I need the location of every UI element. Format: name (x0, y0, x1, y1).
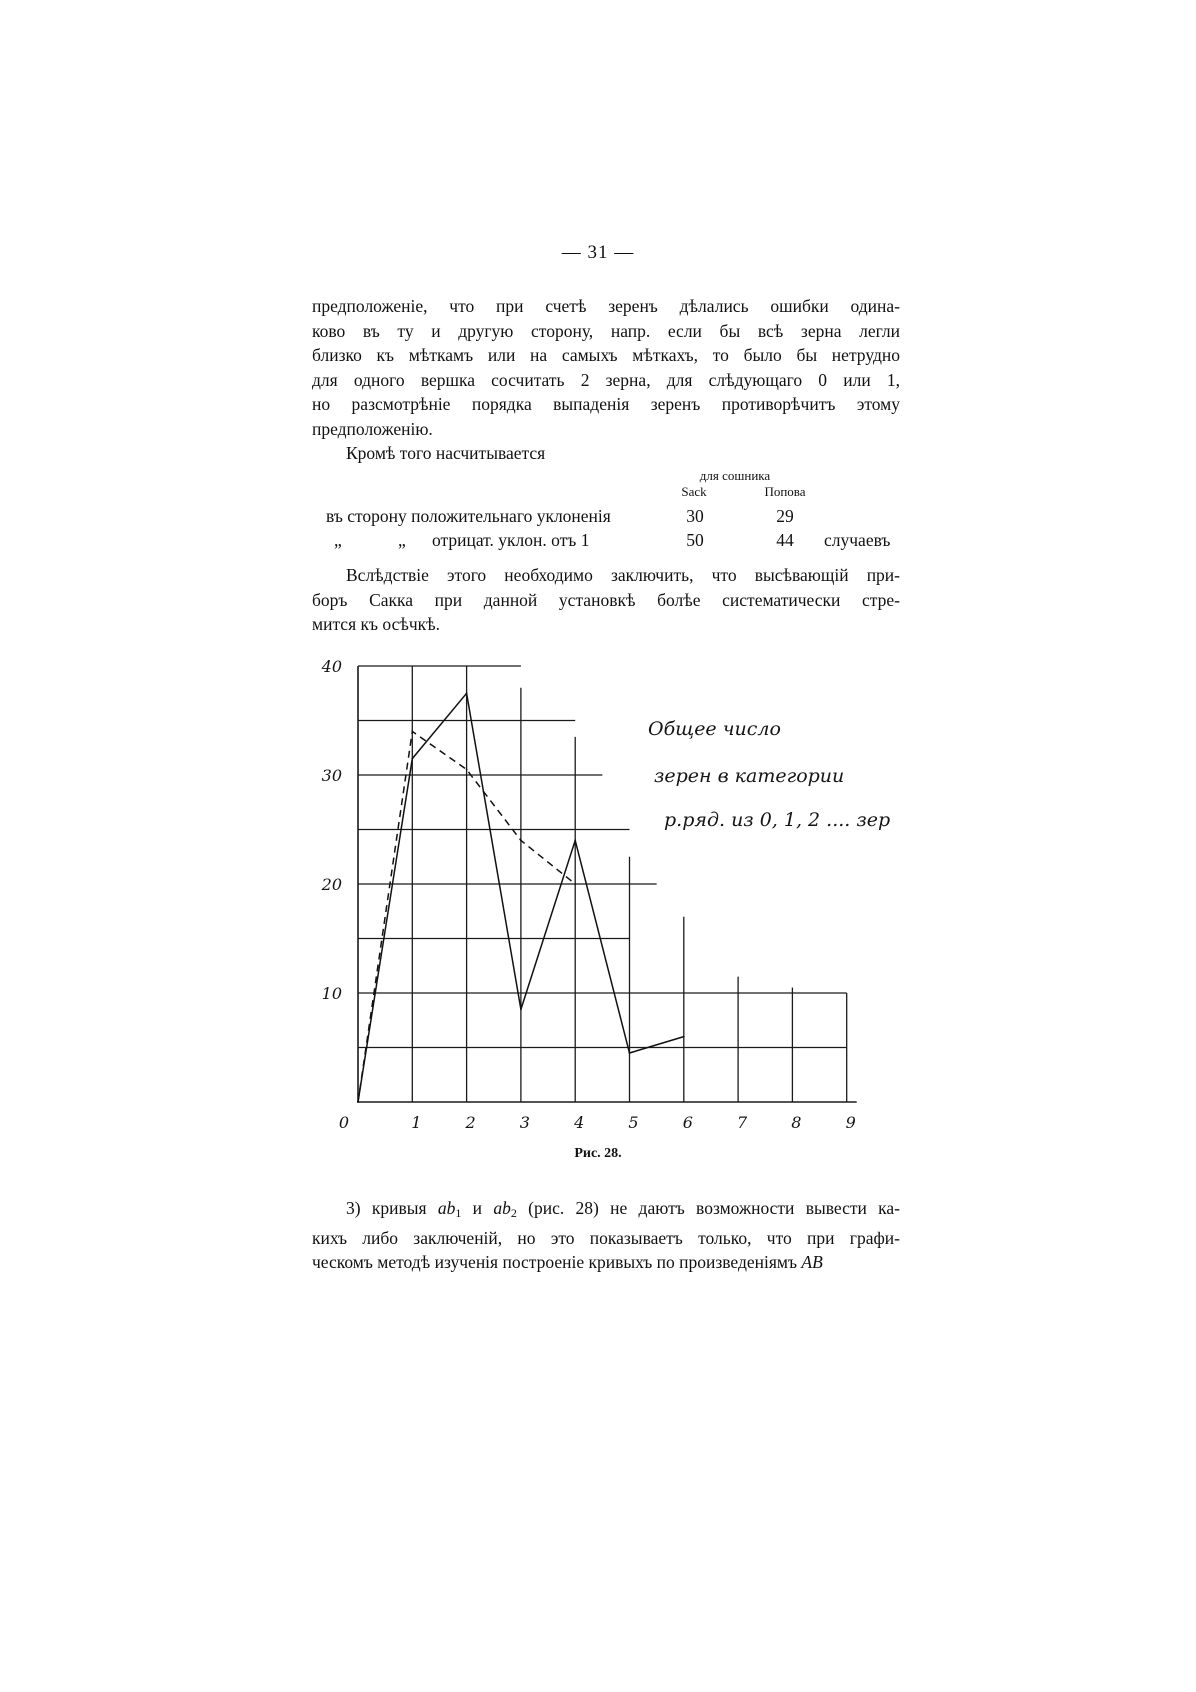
page-number: — 31 — (561, 242, 635, 263)
data-point-dashed (411, 731, 413, 733)
curve-label-ab1 (438, 1198, 462, 1218)
handwritten-note (648, 718, 890, 831)
x-tick-label: 9 (845, 1113, 856, 1132)
text-run: и (461, 1198, 494, 1218)
table-row-2-popov: 44 (776, 530, 794, 550)
data-point-dashed (574, 883, 576, 885)
data-point-solid (683, 1036, 685, 1038)
table-row-1-label: въ сторону положительнаго уклоненія (326, 506, 611, 526)
italic-text: AB (801, 1252, 823, 1273)
y-tick-label: 20 (321, 875, 342, 894)
text-line: близко къ мѣткамъ или на самыхъ мѣткахъ, то было бы нетрудно (312, 345, 900, 366)
handwritten-note-line-3: р.ряд. из 0, 1, 2 .... зер (664, 809, 891, 831)
data-point-solid (466, 692, 468, 694)
text-line: кихъ либо заключеній, но это показываетъ только, что при графи- (312, 1227, 900, 1248)
figure-caption: Рис. 28. (574, 1146, 622, 1161)
y-tick-label: 10 (321, 984, 342, 1003)
handwritten-note-line-1: Общее число (648, 718, 781, 740)
text-line: Вслѣдствіе этого необходимо заключить, что высѣвающій при- (346, 565, 900, 585)
curve-subscript: 2 (510, 1206, 517, 1220)
x-tick-label: 6 (682, 1113, 693, 1132)
text-line: для одного вершка сосчитать 2 зерна, для слѣдующаго 0 или 1, (312, 369, 900, 390)
text-line: но разсмотрѣніе порядка выпаденія зеренъ противорѣчитъ этому (312, 394, 900, 415)
data-point-solid (574, 840, 576, 842)
handwritten-note-line-2: зерен в категории (654, 765, 845, 787)
curve-label-text: ab (493, 1198, 511, 1218)
x-tick-label: 5 (628, 1113, 639, 1132)
text-line: боръ Сакка при данной установкѣ болѣе систематически стре- (312, 589, 900, 610)
x-tick-label: 4 (574, 1113, 585, 1132)
table-row-2-suffix: случаевъ (824, 530, 891, 550)
data-point-dashed (520, 840, 522, 842)
text-line: предположенію. (312, 418, 433, 439)
text-line (312, 1196, 900, 1226)
table-ditto-mark: „ (334, 530, 342, 550)
text-run: (рис. 28) не даютъ возможности вывести ка- (516, 1198, 901, 1218)
text-line: предположеніе, что при счетѣ зеренъ дѣлались ошибки одина- (312, 296, 900, 316)
curve-label-text: ab (437, 1198, 456, 1218)
y-tick-label: 40 (321, 657, 342, 676)
table-row-1-sack: 30 (686, 506, 704, 526)
x-tick-label: 1 (411, 1113, 422, 1132)
text-run: ческомъ методѣ изученія построеніе кривыхъ по произведеніямъ (312, 1252, 802, 1273)
table-row-2-label: отрицат. уклон. отъ 1 (432, 530, 590, 550)
y-tick-label: 30 (321, 766, 342, 785)
x-tick-label: 3 (519, 1113, 530, 1132)
data-point-solid (411, 758, 413, 760)
curve-label-ab2 (493, 1198, 517, 1218)
table-row-2-sack: 50 (686, 530, 704, 550)
text-line (312, 1250, 900, 1275)
data-point-solid (629, 1052, 631, 1054)
data-point-dashed (466, 769, 468, 771)
text-run: 3) кривыя (346, 1198, 438, 1218)
text-line: ково въ ту и другую сторону, напр. если бы всѣ зерна легли (312, 320, 900, 341)
x-tick-label: 2 (465, 1113, 476, 1132)
curve-subscript: 1 (455, 1206, 462, 1220)
chart-grid (358, 666, 857, 1102)
x-tick-label: 8 (791, 1113, 802, 1132)
data-point-dashed (357, 1101, 359, 1103)
text-line: Кромѣ того насчитывается (346, 443, 546, 463)
text-line: мится къ осѣчкѣ. (312, 614, 441, 635)
x-tick-label: 7 (737, 1113, 748, 1132)
table-col-sack: Sack (681, 484, 707, 499)
paragraph-3 (312, 1196, 900, 1275)
data-point-solid (520, 1008, 522, 1010)
table-row-1-popov: 29 (776, 506, 794, 526)
x-tick-label: 0 (338, 1113, 350, 1132)
table-col-popov: Попова (764, 484, 806, 499)
table-ditto-mark: „ (398, 530, 406, 550)
table-group-header: для сошника (699, 468, 771, 483)
